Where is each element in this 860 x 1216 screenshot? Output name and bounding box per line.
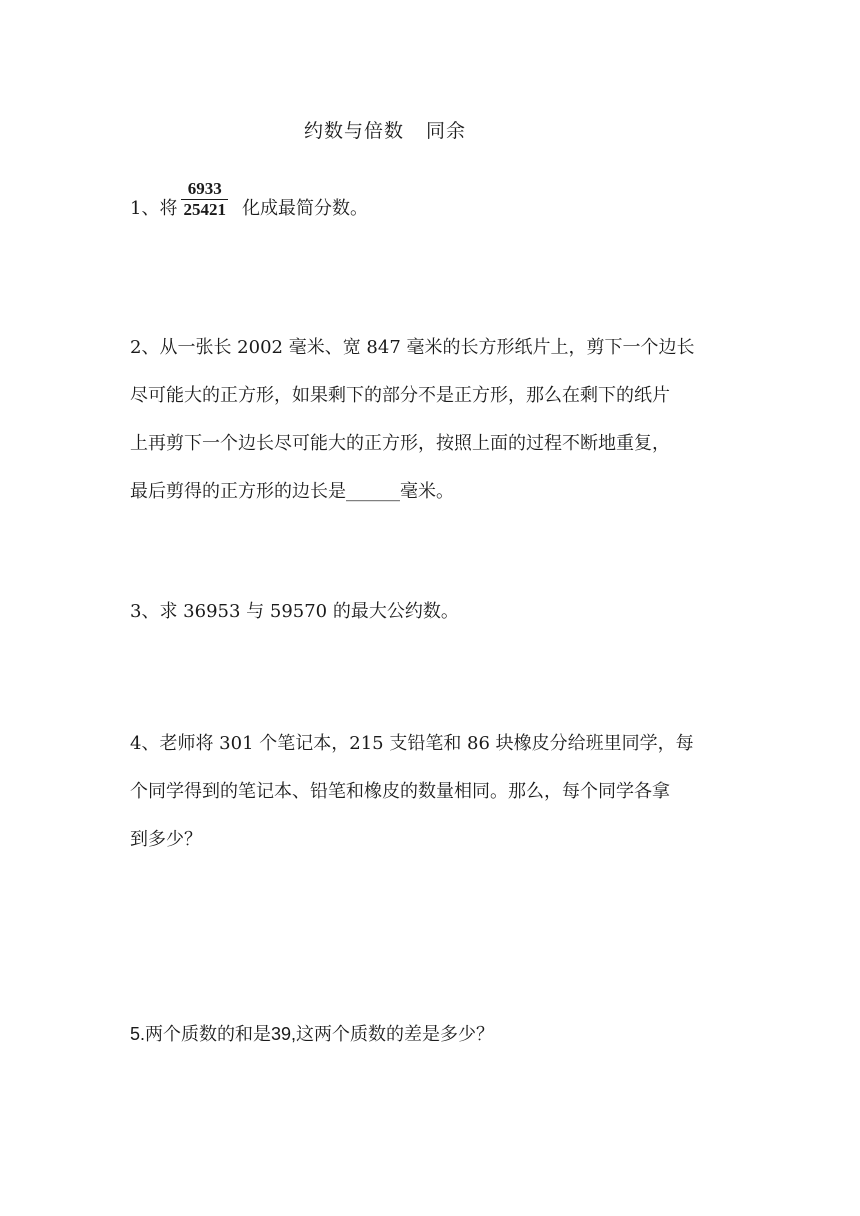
question-4-line-2: 个同学得到的笔记本、铅笔和橡皮的数量相同。那么，每个同学各拿 <box>130 781 670 802</box>
question-3 <box>130 588 740 636</box>
fraction-numerator: 6933 <box>187 179 222 198</box>
question-5 <box>130 1010 740 1059</box>
question-1-prefix: 1、将 <box>130 198 178 219</box>
question-2-line-4-after: 毫米。 <box>400 481 454 502</box>
question-2-line-4-before: 最后剪得的正方形的边长是 <box>130 481 346 502</box>
question-5-label: 5. <box>130 1024 146 1044</box>
question-2-line-1: 2、从一张长 2002 毫米、宽 847 毫米的长方形纸片上，剪下一个边长 <box>130 337 695 358</box>
answer-blank: ______ <box>346 481 400 502</box>
fraction-denominator: 25421 <box>183 200 226 219</box>
question-2-line-3: 上再剪下一个边长尽可能大的正方形，按照上面的过程不断地重复， <box>130 433 670 454</box>
page-title <box>0 116 770 143</box>
question-1-suffix: 化成最简分数。 <box>241 198 368 219</box>
fraction <box>181 180 228 219</box>
title-part-2: 同余 <box>426 120 467 142</box>
question-5-text-1: 两个质数的和是 <box>145 1024 272 1045</box>
question-5-text-2: 这两个质数的差是多少？ <box>296 1024 495 1045</box>
question-2-line-2: 尽可能大的正方形，如果剩下的部分不是正方形，那么在剩下的纸片 <box>130 385 670 406</box>
question-1 <box>130 179 740 223</box>
question-4-line-3: 到多少？ <box>130 829 202 850</box>
question-3-text: 3、求 36953 与 59570 的最大公约数。 <box>130 601 459 622</box>
question-2 <box>130 324 740 516</box>
question-4-line-1: 4、老师将 301 个笔记本，215 支铅笔和 86 块橡皮分给班里同学，每 <box>130 733 694 754</box>
question-2-line-4 <box>130 468 740 516</box>
question-5-number: 39, <box>271 1024 297 1044</box>
title-part-1: 约数与倍数 <box>303 120 404 142</box>
question-4 <box>130 720 740 864</box>
